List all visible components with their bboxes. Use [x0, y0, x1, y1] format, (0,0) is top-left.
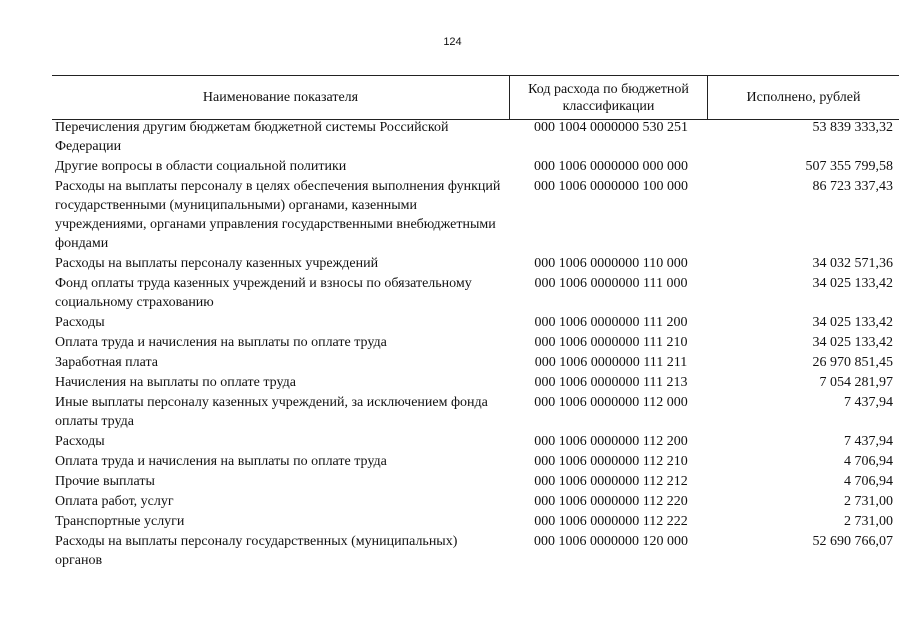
row-name: Прочие выплаты — [55, 474, 155, 489]
row-amount: 2 731,00 — [844, 494, 893, 509]
table-header — [52, 75, 899, 120]
row-code: 000 1006 0000000 111 210 — [534, 335, 688, 350]
table-row — [55, 492, 893, 511]
row-amount: 34 025 133,42 — [812, 335, 893, 350]
table-row — [55, 157, 893, 176]
row-code: 000 1006 0000000 112 220 — [534, 494, 688, 509]
table-row — [55, 118, 893, 156]
row-code: 000 1006 0000000 111 211 — [534, 355, 688, 370]
table-row — [55, 472, 893, 491]
table-row — [55, 333, 893, 352]
row-name: Перечисления другим бюджетам бюджетной системы Российской Федерации — [55, 120, 449, 154]
row-code: 000 1006 0000000 111 000 — [534, 276, 688, 291]
row-name: Расходы — [55, 434, 105, 449]
row-code: 000 1006 0000000 112 212 — [534, 474, 688, 489]
table-row — [55, 432, 893, 451]
row-code: 000 1006 0000000 112 200 — [534, 434, 688, 449]
row-code: 000 1006 0000000 112 000 — [534, 395, 688, 410]
row-amount: 7 054 281,97 — [819, 375, 893, 390]
table-row — [55, 532, 893, 570]
header-code: Код расхода по бюджетной классификации — [509, 76, 708, 119]
row-name: Расходы на выплаты персоналу в целях обеспечения выполнения функций государственными (муниципальными) органами, казенными учреждениями, органами управления государственными внебюджетными фондами — [55, 179, 501, 251]
table-row — [55, 254, 893, 273]
table-row — [55, 353, 893, 372]
row-name: Оплата труда и начисления на выплаты по оплате труда — [55, 335, 387, 350]
row-amount: 26 970 851,45 — [812, 355, 893, 370]
row-code: 000 1006 0000000 112 210 — [534, 454, 688, 469]
row-amount: 7 437,94 — [844, 395, 893, 410]
row-amount: 4 706,94 — [844, 474, 893, 489]
header-name: Наименование показателя — [202, 90, 359, 105]
row-amount: 34 025 133,42 — [812, 315, 893, 330]
row-name: Начисления на выплаты по оплате труда — [55, 375, 296, 390]
table-row — [55, 313, 893, 332]
row-code: 000 1006 0000000 110 000 — [534, 256, 688, 271]
row-name: Расходы на выплаты персоналу государственных (муниципальных) органов — [55, 534, 458, 568]
row-amount: 52 690 766,07 — [812, 534, 893, 549]
table-body — [55, 118, 893, 571]
row-amount: 4 706,94 — [844, 454, 893, 469]
table-row — [55, 177, 893, 253]
row-amount: 86 723 337,43 — [812, 179, 893, 194]
row-code: 000 1006 0000000 100 000 — [534, 179, 688, 194]
table-row — [55, 452, 893, 471]
row-amount: 2 731,00 — [844, 514, 893, 529]
row-amount: 34 032 571,36 — [812, 256, 893, 271]
table-row — [55, 373, 893, 392]
row-name: Транспортные услуги — [55, 514, 185, 529]
page-number: 124 — [443, 36, 462, 48]
row-name: Оплата работ, услуг — [55, 494, 174, 509]
table-row — [55, 393, 893, 431]
table-row — [55, 512, 893, 531]
table-row — [55, 274, 893, 312]
header-amount: Исполнено, рублей — [746, 90, 861, 105]
row-name: Заработная плата — [55, 355, 158, 370]
row-name: Другие вопросы в области социальной политики — [55, 159, 347, 174]
row-code: 000 1006 0000000 111 213 — [534, 375, 688, 390]
row-amount: 34 025 133,42 — [812, 276, 893, 291]
row-code: 000 1006 0000000 000 000 — [534, 159, 688, 174]
row-code: 000 1006 0000000 111 200 — [534, 315, 688, 330]
row-name: Фонд оплаты труда казенных учреждений и взносы по обязательному социальному страхованию — [55, 276, 472, 310]
row-amount: 7 437,94 — [844, 434, 893, 449]
row-amount: 53 839 333,32 — [812, 120, 893, 135]
row-amount: 507 355 799,58 — [805, 159, 893, 174]
row-code: 000 1004 0000000 530 251 — [534, 120, 688, 135]
row-code: 000 1006 0000000 112 222 — [534, 514, 688, 529]
row-name: Оплата труда и начисления на выплаты по оплате труда — [55, 454, 387, 469]
row-name: Иные выплаты персоналу казенных учреждений, за исключением фонда оплаты труда — [55, 395, 488, 429]
row-name: Расходы — [55, 315, 105, 330]
row-code: 000 1006 0000000 120 000 — [534, 534, 688, 549]
row-name: Расходы на выплаты персоналу казенных учреждений — [55, 256, 379, 271]
